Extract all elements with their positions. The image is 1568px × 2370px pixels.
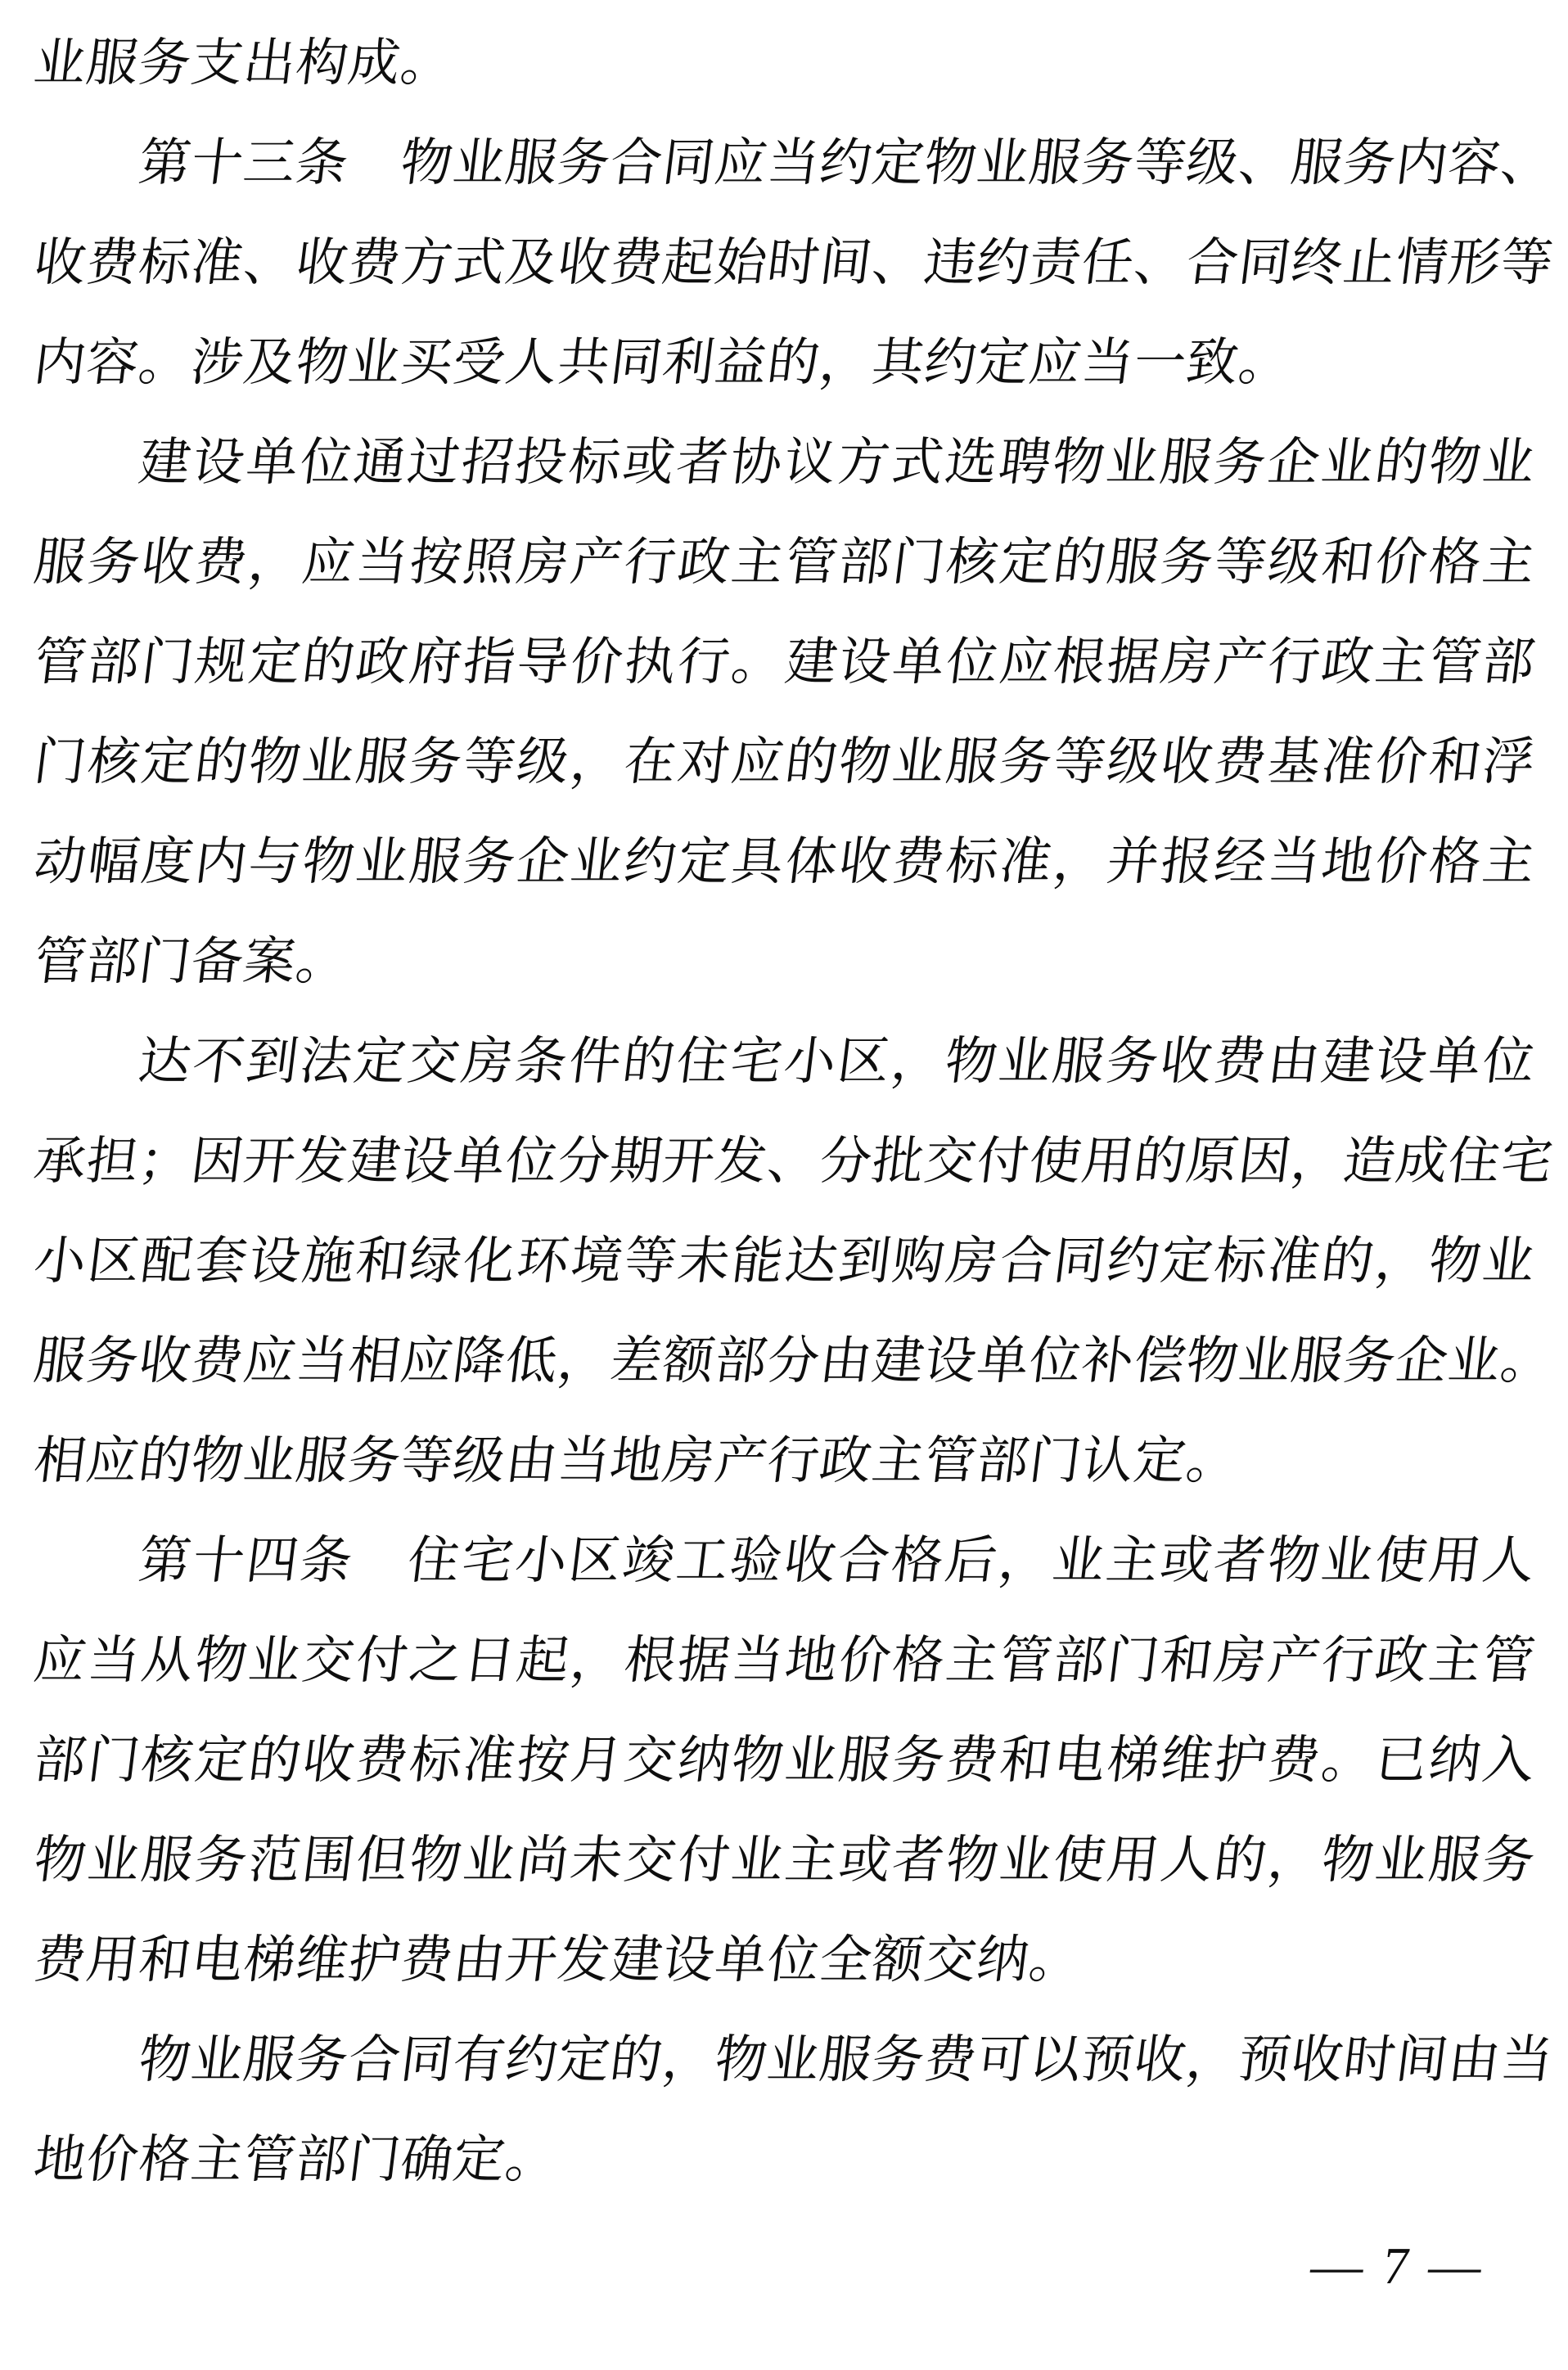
text-line: 费用和电梯维护费由开发建设单位全额交纳。 (30, 1931, 1086, 1989)
text-line: 服务收费，应当按照房产行政主管部门核定的服务等级和价格主 (30, 534, 1539, 591)
text-line: 业服务支出构成。 (30, 34, 457, 92)
text-line: 管部门备案。 (30, 933, 353, 990)
text-line: 承担；因开发建设单位分期开发、分批交付使用的原因，造成住宅 (30, 1133, 1557, 1190)
text-line: 建设单位通过招投标或者协议方式选聘物业服务企业的物业 (135, 434, 1539, 491)
text-line: 门核定的物业服务等级，在对应的物业服务等级收费基准价和浮 (30, 733, 1539, 791)
text-line: 管部门规定的政府指导价执行。建设单位应根据房产行政主管部 (30, 633, 1539, 691)
text-line: 相应的物业服务等级由当地房产行政主管部门认定。 (30, 1432, 1243, 1489)
text-line: 第十三条 物业服务合同应当约定物业服务等级、服务内容、 (135, 134, 1557, 191)
text-line: 物业服务范围但物业尚未交付业主或者物业使用人的，物业服务 (30, 1832, 1539, 1889)
text-line: 达不到法定交房条件的住宅小区，物业服务收费由建设单位 (135, 1033, 1539, 1090)
text-line: 收费标准、收费方式及收费起始时间、违约责任、合同终止情形等 (30, 234, 1557, 291)
text-line: 小区配套设施和绿化环境等未能达到购房合同约定标准的，物业 (30, 1232, 1539, 1290)
text-line: 应当从物业交付之日起，根据当地价格主管部门和房产行政主管 (30, 1632, 1539, 1689)
text-line: 动幅度内与物业服务企业约定具体收费标准，并报经当地价格主 (30, 833, 1539, 890)
text-line: 地价格主管部门确定。 (30, 2131, 562, 2188)
text-line: 部门核定的收费标准按月交纳物业服务费和电梯维护费。已纳入 (30, 1732, 1539, 1789)
page-number: — 7 — (1307, 2237, 1489, 2295)
text-line: 物业服务合同有约定的，物业服务费可以预收，预收时间由当 (135, 2031, 1557, 2088)
text-line: 服务收费应当相应降低，差额部分由建设单位补偿物业服务企业。 (30, 1332, 1557, 1390)
text-line: 第十四条 住宅小区竣工验收合格后，业主或者物业使用人 (135, 1532, 1539, 1589)
text-line: 内容。涉及物业买受人共同利益的，其约定应当一致。 (30, 334, 1295, 391)
